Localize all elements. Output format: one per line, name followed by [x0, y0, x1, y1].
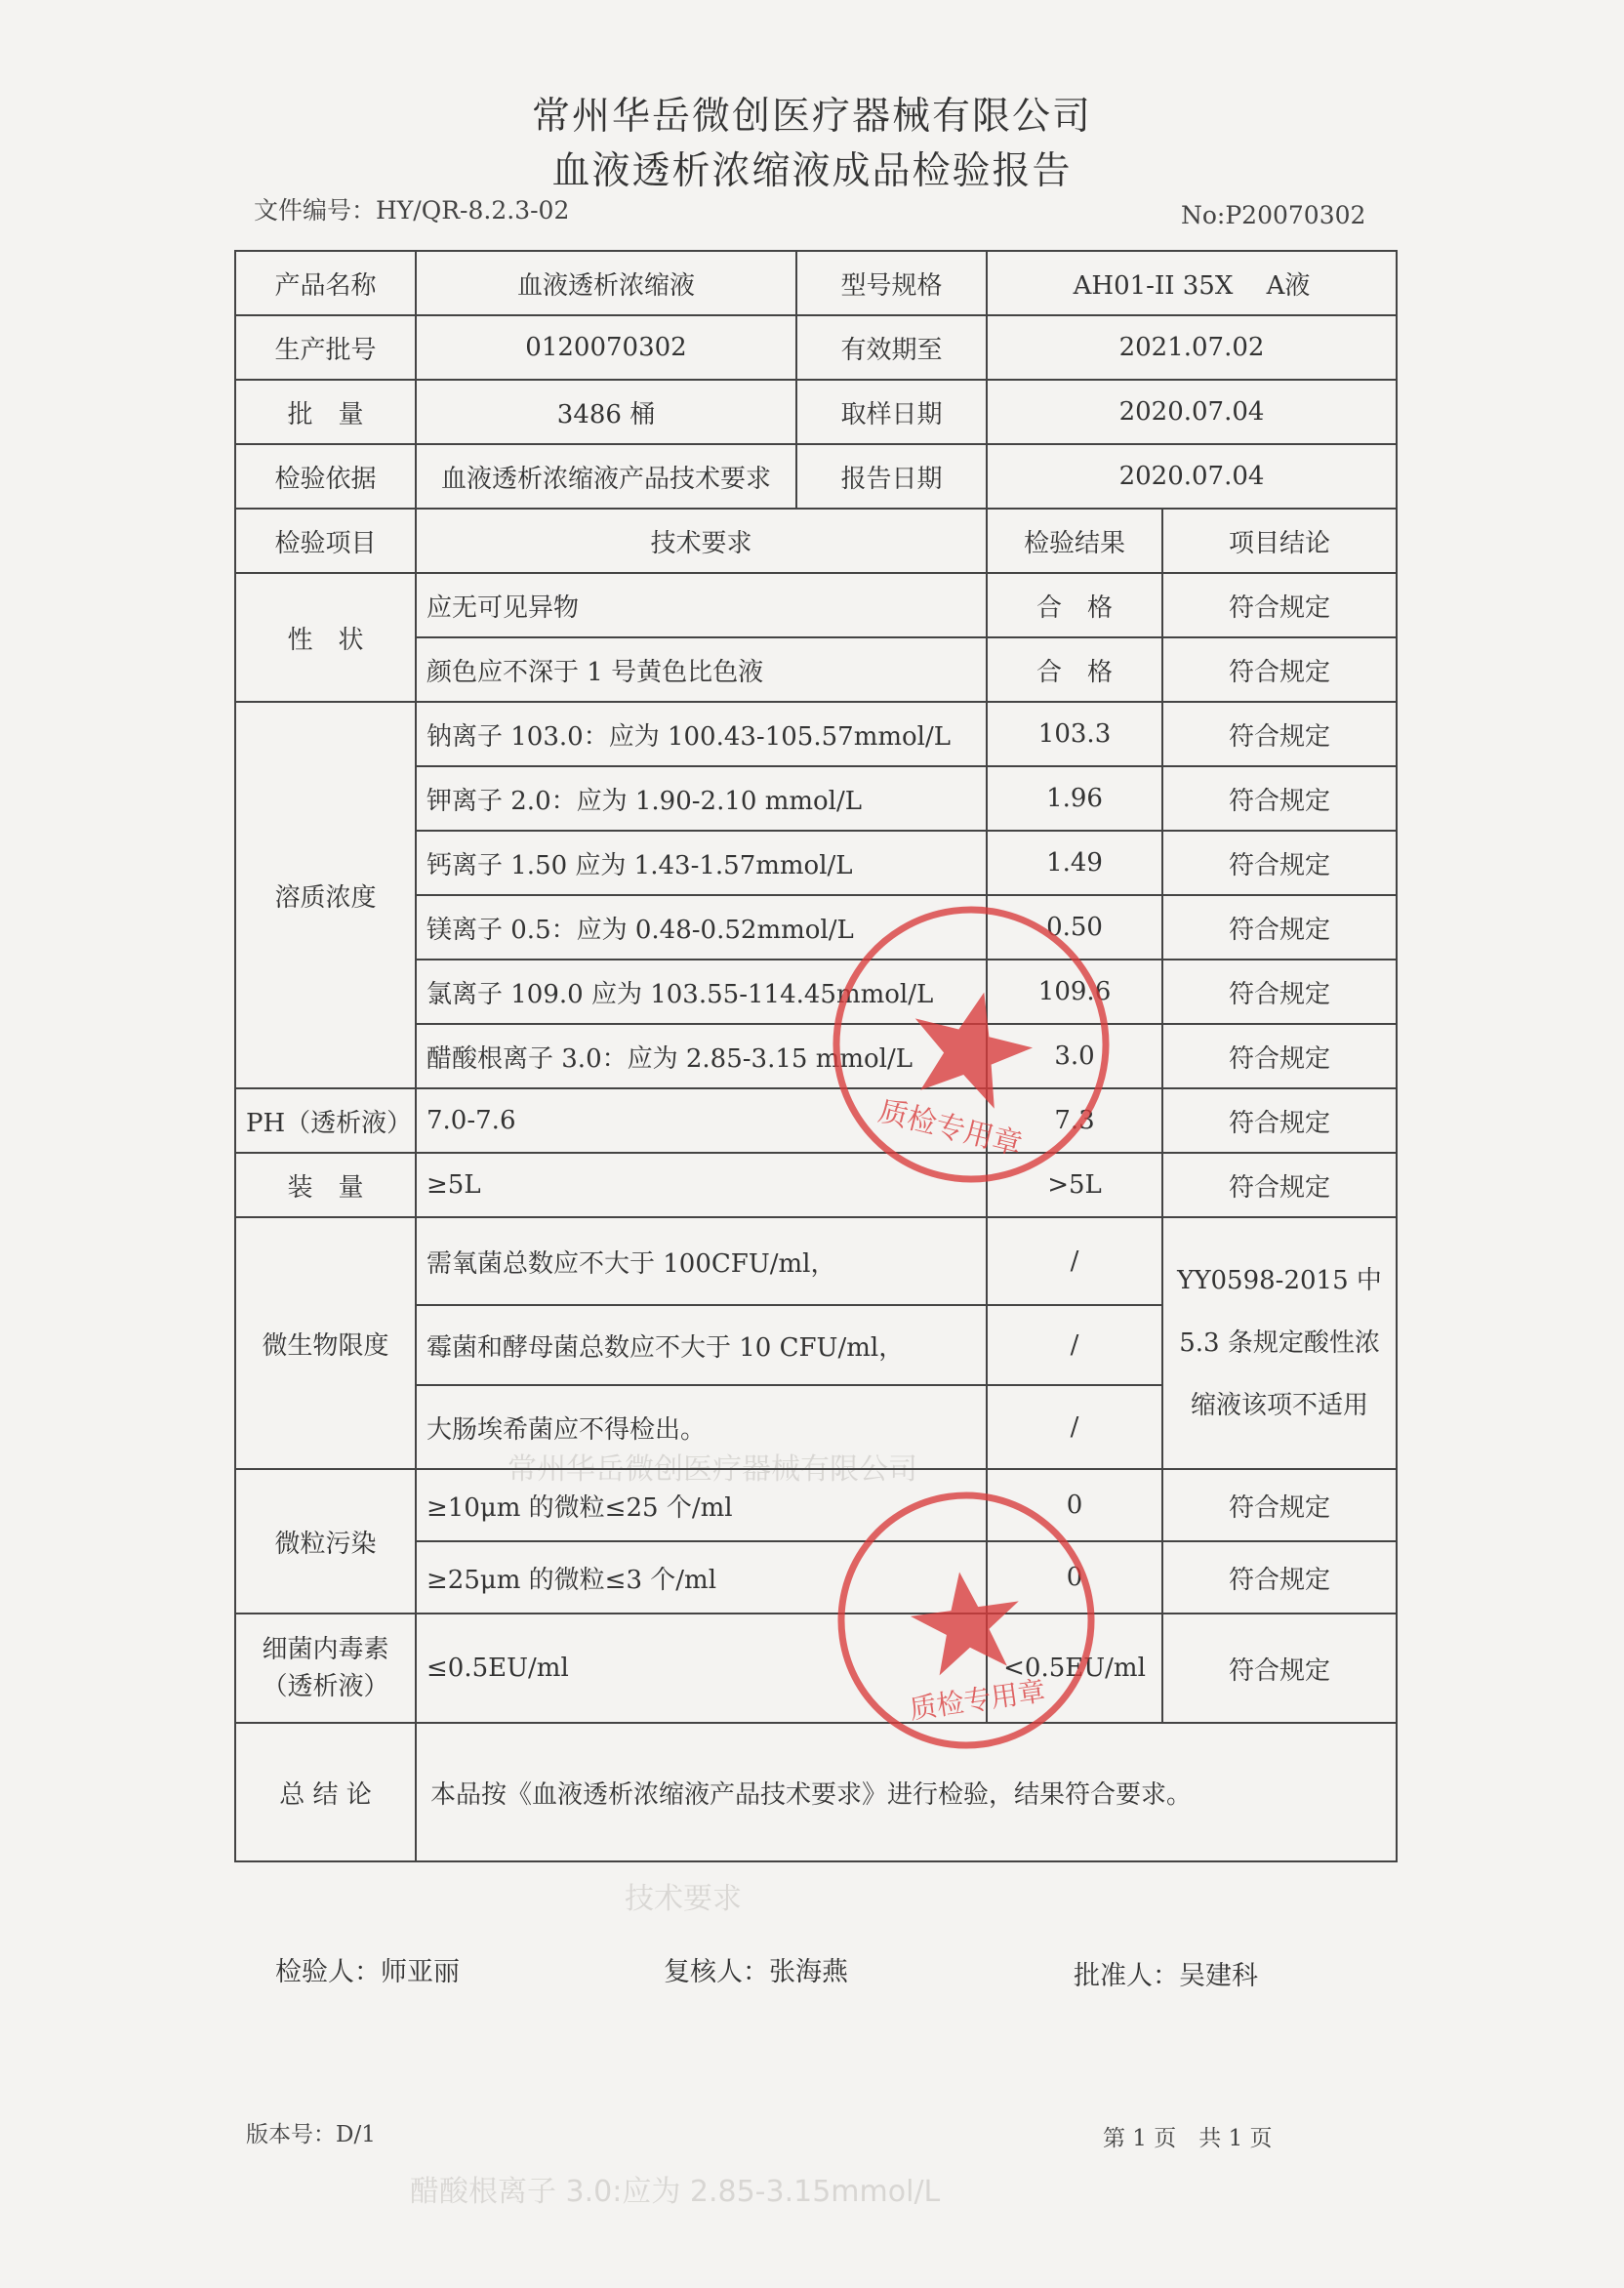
conclusion-cell: 符合规定 [1162, 1088, 1397, 1153]
conclusion-cell: 符合规定 [1162, 960, 1397, 1024]
conclusion-cell: 符合规定 [1162, 831, 1397, 895]
column-header-result: 检验结果 [987, 509, 1162, 573]
inspector-signature: 检验人：师亚丽 [275, 1957, 460, 1987]
conclusion-cell: 符合规定 [1162, 1153, 1397, 1217]
bleed-through-text: 醋酸根离子 3.0:应为 2.85-3.15mmol/L [410, 2175, 941, 2209]
conclusion-cell: 符合规定 [1162, 1614, 1397, 1723]
conclusion-cell: 符合规定 [1162, 1469, 1397, 1541]
result-cell: 3.0 [987, 1024, 1162, 1088]
group-ph: PH（透析液） [235, 1088, 416, 1153]
bleed-through-text: 技术要求 [625, 1882, 742, 1916]
report-date-value: 2020.07.04 [987, 444, 1397, 509]
result-cell: / [987, 1305, 1162, 1385]
basis-label: 检验依据 [235, 444, 416, 509]
conclusion-cell: 符合规定 [1162, 766, 1397, 831]
batch-number-label: 生产批号 [235, 315, 416, 380]
requirement-cell: 醋酸根离子 3.0：应为 2.85-3.15 mmol/L [416, 1024, 987, 1088]
requirement-cell: 7.0-7.6 [416, 1088, 987, 1153]
column-header-conclusion: 项目结论 [1162, 509, 1397, 573]
seal-subtext: 质检专用章 [874, 1093, 1026, 1163]
page-number: 第 1 页 共 1 页 [1103, 2126, 1273, 2151]
batch-number-value: 0120070302 [416, 315, 796, 380]
requirement-cell: ≤0.5EU/ml [416, 1614, 987, 1723]
requirement-cell: 钠离子 103.0：应为 100.43-105.57mmol/L [416, 702, 987, 766]
product-name-label: 产品名称 [235, 251, 416, 315]
group-solute: 溶质浓度 [235, 702, 416, 1088]
conclusion-cell: 符合规定 [1162, 702, 1397, 766]
bleed-through-text: 常州华岳微创医疗器械有限公司 [508, 1452, 917, 1487]
requirement-cell: 钾离子 2.0：应为 1.90-2.10 mmol/L [416, 766, 987, 831]
red-seal-stamp-1 [815, 898, 1127, 1191]
requirement-cell: 霉菌和酵母菌总数应不大于 10 CFU/ml， [416, 1305, 987, 1385]
requirement-cell: ≥25μm 的微粒≤3 个/ml [416, 1541, 987, 1614]
report-date-label: 报告日期 [796, 444, 987, 509]
requirement-cell: ≥10μm 的微粒≤25 个/ml [416, 1469, 987, 1541]
requirement-cell: 颜色应不深于 1 号黄色比色液 [416, 637, 987, 702]
group-appearance: 性 状 [235, 573, 416, 702]
conclusion-cell: 符合规定 [1162, 1541, 1397, 1614]
column-header-item: 检验项目 [235, 509, 416, 573]
report-number: No:P20070302 [1181, 201, 1366, 229]
requirement-cell: 需氧菌总数应不大于 100CFU/ml， [416, 1217, 987, 1305]
result-cell: 0 [987, 1541, 1162, 1614]
result-cell: 合 格 [987, 637, 1162, 702]
version-number: 版本号：D/1 [246, 2122, 376, 2147]
result-cell: <0.5EU/ml [987, 1614, 1162, 1723]
seal-subtext: 质检专用章 [907, 1674, 1048, 1726]
sample-date-label: 取样日期 [796, 380, 987, 444]
product-name-value: 血液透析浓缩液 [416, 251, 796, 315]
quantity-value: 3486 桶 [416, 380, 796, 444]
group-volume: 装 量 [235, 1153, 416, 1217]
summary-text: 本品按《血液透析浓缩液产品技术要求》进行检验，结果符合要求。 [416, 1723, 1397, 1861]
requirement-cell: 大肠埃希菌应不得检出。 [416, 1385, 987, 1469]
basis-value: 血液透析浓缩液产品技术要求 [416, 444, 796, 509]
requirement-cell: 应无可见异物 [416, 573, 987, 637]
group-microbial: 微生物限度 [235, 1217, 416, 1469]
conclusion-cell: 符合规定 [1162, 637, 1397, 702]
requirement-cell: 钙离子 1.50 应为 1.43-1.57mmol/L [416, 831, 987, 895]
document-number: 文件编号：HY/QR-8.2.3-02 [254, 196, 570, 225]
sample-date-value: 2020.07.04 [987, 380, 1397, 444]
model-label: 型号规格 [796, 251, 987, 315]
result-cell: >5L [987, 1153, 1162, 1217]
conclusion-cell: 符合规定 [1162, 1024, 1397, 1088]
result-cell: / [987, 1217, 1162, 1305]
result-cell: / [987, 1385, 1162, 1469]
report-title: 血液透析浓缩液成品检验报告 [551, 149, 1073, 193]
requirement-cell: ≥5L [416, 1153, 987, 1217]
group-summary: 总 结 论 [235, 1723, 416, 1861]
result-cell: 0.50 [987, 895, 1162, 960]
result-cell: 合 格 [987, 573, 1162, 637]
result-cell: 103.3 [987, 702, 1162, 766]
expiry-value: 2021.07.02 [987, 315, 1397, 380]
result-cell: 109.6 [987, 960, 1162, 1024]
expiry-label: 有效期至 [796, 315, 987, 380]
reviewer-signature: 复核人：张海燕 [664, 1957, 848, 1987]
requirement-cell: 镁离子 0.5：应为 0.48-0.52mmol/L [416, 895, 987, 960]
column-header-requirement: 技术要求 [416, 509, 987, 573]
model-value: AH01-II 35X A液 [987, 251, 1397, 315]
requirement-cell: 氯离子 109.0 应为 103.55-114.45mmol/L [416, 960, 987, 1024]
microbial-conclusion: YY0598-2015 中 5.3 条规定酸性浓缩液该项不适用 [1162, 1217, 1397, 1469]
result-cell: 1.49 [987, 831, 1162, 895]
conclusion-cell: 符合规定 [1162, 573, 1397, 637]
result-cell: 0 [987, 1469, 1162, 1541]
conclusion-cell: 符合规定 [1162, 895, 1397, 960]
result-cell: 1.96 [987, 766, 1162, 831]
quantity-label: 批 量 [235, 380, 416, 444]
group-endotoxin: 细菌内毒素（透析液） [235, 1614, 416, 1723]
approver-signature: 批准人：吴建科 [1074, 1961, 1258, 1991]
red-seal-stamp-2 [830, 1484, 1103, 1757]
group-particle: 微粒污染 [235, 1469, 416, 1614]
result-cell: 7.3 [987, 1088, 1162, 1153]
company-name: 常州华岳微创医疗器械有限公司 [531, 95, 1092, 139]
